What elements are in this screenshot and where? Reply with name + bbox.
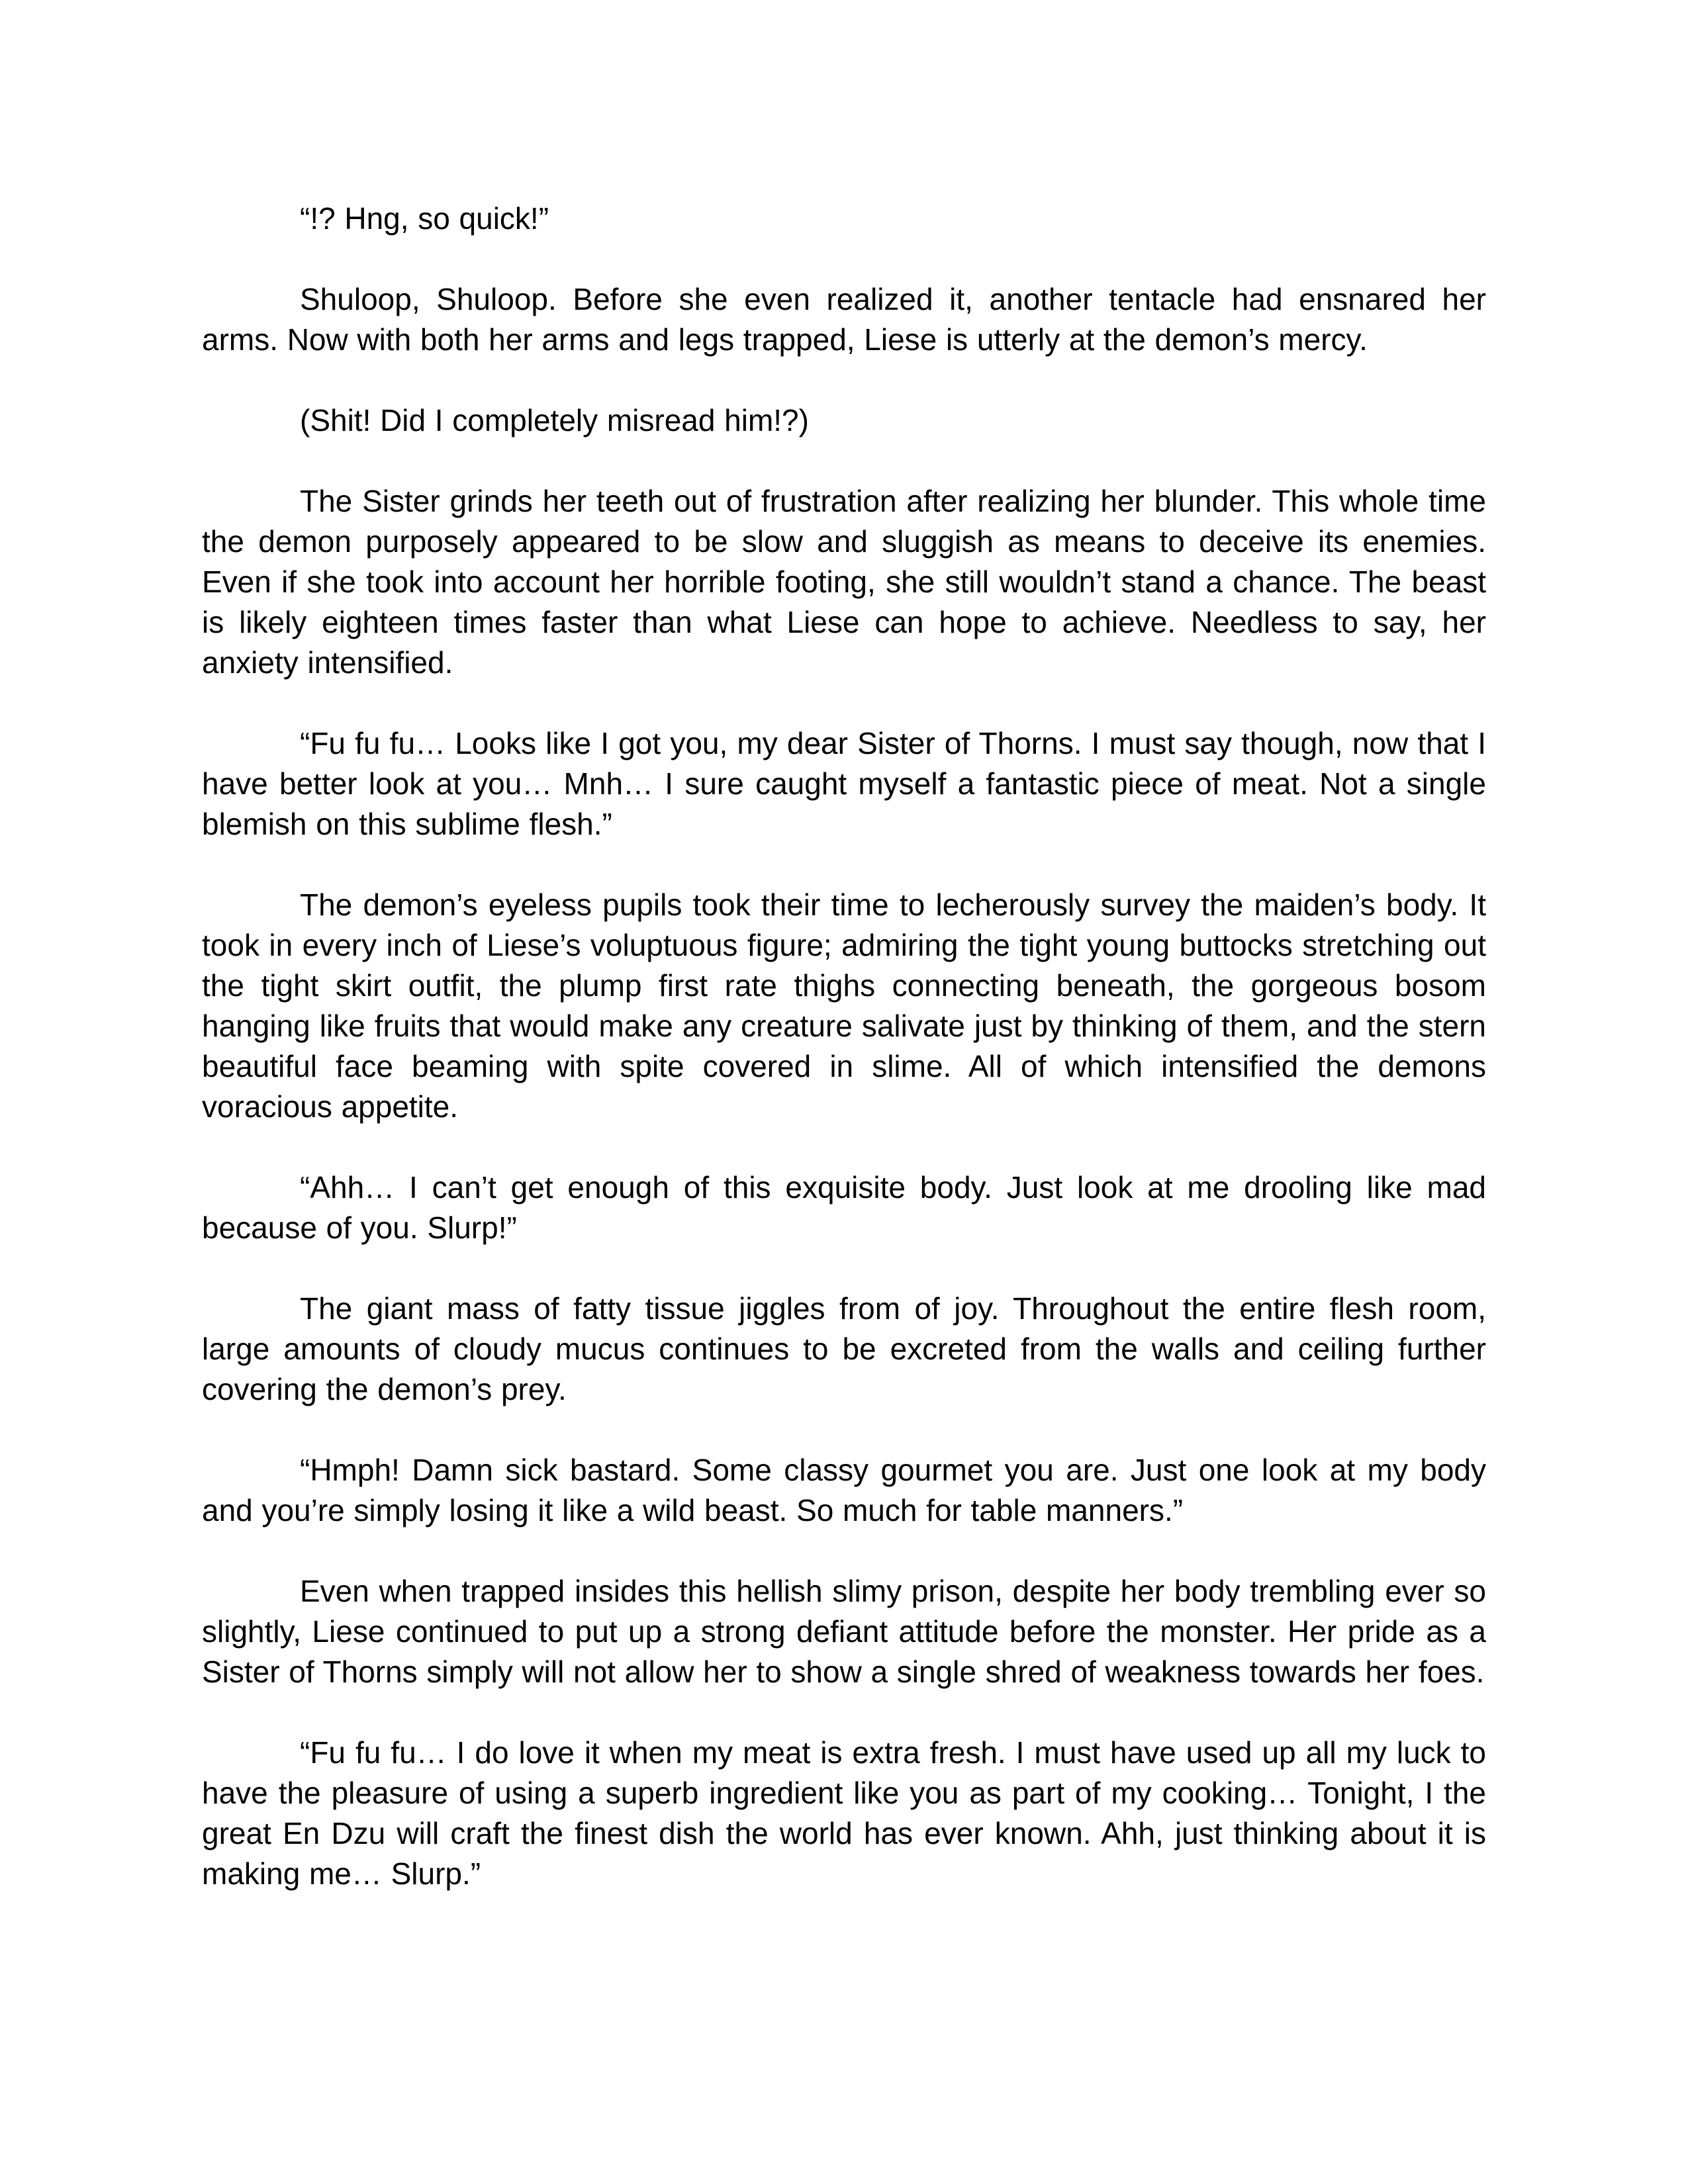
paragraph: Even when trapped insides this hellish slimy prison, despite her body trembling ever so slightly, Liese continued to put up a strong defiant attitude before the monster. Her pride as a Sister of Thorns simply will not allow her to show a single shred of weakness towards her foes. <box>202 1574 1486 1689</box>
paragraph: (Shit! Did I completely misread him!?) <box>300 403 809 437</box>
paragraph: “Hmph! Damn sick bastard. Some classy gourmet you are. Just one look at my body and you’re simply losing it like a wild beast. So much for table manners.” <box>202 1453 1486 1527</box>
paragraph: Shuloop, Shuloop. Before she even realized it, another tentacle had ensnared her arms. Now with both her arms and legs trapped, Liese is utterly at the demon’s mercy. <box>202 282 1486 357</box>
paragraph: “Fu fu fu… Looks like I got you, my dear Sister of Thorns. I must say though, now that I have better look at you… Mnh… I sure caught myself a fantastic piece of meat. Not a single blemish on this sublime flesh.” <box>202 726 1486 841</box>
paragraph: “Ahh… I can’t get enough of this exquisite body. Just look at me drooling like mad because of you. Slurp!” <box>202 1170 1486 1245</box>
paragraph: The giant mass of fatty tissue jiggles from of joy. Throughout the entire flesh room, large amounts of cloudy mucus continues to be excreted from the walls and ceiling further covering the demon’s prey. <box>202 1291 1486 1406</box>
paragraph: “!? Hng, so quick!” <box>300 201 549 236</box>
paragraph: “Fu fu fu… I do love it when my meat is extra fresh. I must have used up all my luck to have the pleasure of using a superb ingredient like you as part of my cooking… Tonight, I the great En Dzu will craft the finest dish the world has ever known. Ahh, just thinking about it is making me… Slurp.” <box>202 1735 1486 1891</box>
paragraph: The Sister grinds her teeth out of frustration after realizing her blunder. This whole time the demon purposely appeared to be slow and sluggish as means to deceive its enemies. Even if she took into account her horrible footing, she still wouldn’t stand a chance. The beast is likely eighteen times faster than what Liese can hope to achieve. Needless to say, her anxiety intensified. <box>202 484 1486 680</box>
document-text-block <box>202 199 1486 1894</box>
paragraph: The demon’s eyeless pupils took their time to lecherously survey the maiden’s body. It took in every inch of Liese’s voluptuous figure; admiring the tight young buttocks stretching out the tight skirt outfit, the plump first rate thighs connecting beneath, the gorgeous bosom hanging like fruits that would make any creature salivate just by thinking of them, and the stern beautiful face beaming with spite covered in slime. All of which intensified the demons voracious appetite. <box>202 887 1486 1124</box>
